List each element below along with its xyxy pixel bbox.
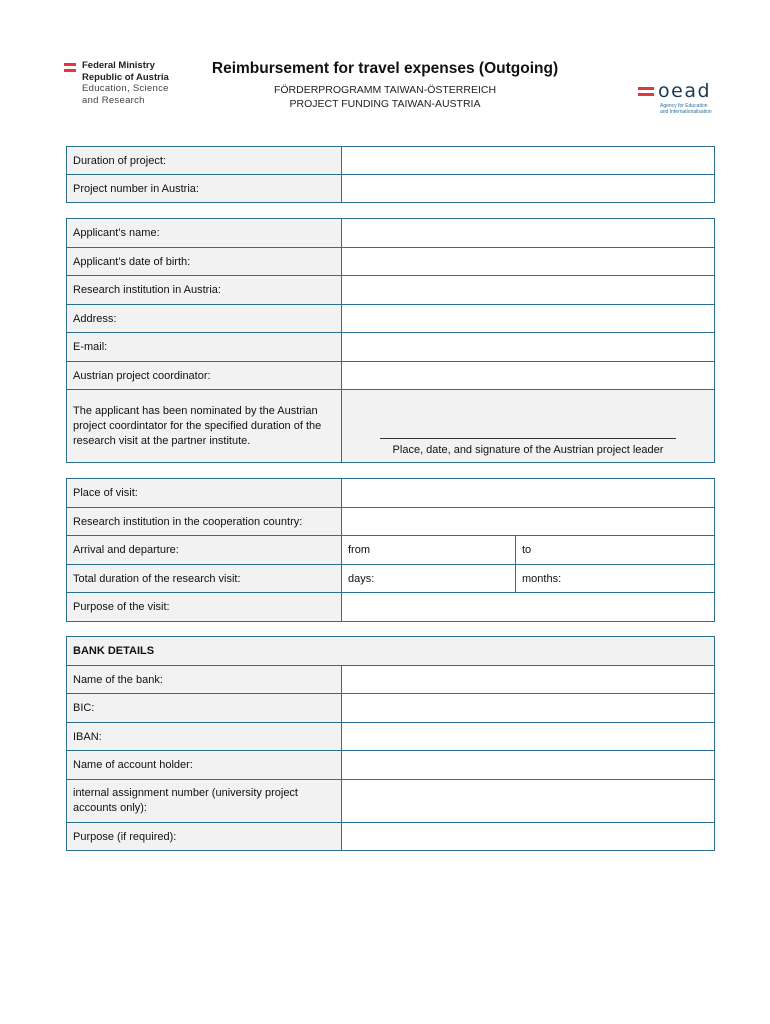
austria-flag-icon	[64, 63, 76, 106]
iban-field[interactable]	[342, 723, 715, 751]
project-duration-field[interactable]	[342, 147, 715, 175]
table-row	[67, 305, 715, 333]
ministry-line-1: Federal Ministry	[82, 60, 155, 71]
applicant-dob-label: Applicant’s date of birth:	[67, 248, 342, 276]
oead-wordmark: oead	[658, 80, 712, 102]
arrival-departure-label: Arrival and departure:	[67, 536, 342, 565]
document-subtitle-2: PROJECT FUNDING TAIWAN-AUSTRIA	[289, 98, 481, 110]
table-row	[67, 780, 715, 823]
account-holder-label: Name of account holder:	[67, 751, 342, 780]
months-label: months:	[522, 572, 562, 585]
bic-label: BIC:	[67, 694, 342, 723]
table-row	[67, 593, 715, 622]
assignment-number-label: internal assignment number (university project accounts only):	[67, 780, 342, 823]
oead-tagline-2: and Internationalisation	[660, 109, 712, 115]
table-row	[67, 536, 715, 565]
total-duration-label: Total duration of the research visit:	[67, 565, 342, 593]
oead-flag-icon	[638, 87, 654, 96]
institution-austria-field[interactable]	[342, 276, 715, 305]
duration-days-field[interactable]	[342, 565, 516, 593]
table-row	[67, 565, 715, 593]
institution-austria-label: Research institution in Austria:	[67, 276, 342, 305]
bic-field[interactable]	[342, 694, 715, 723]
ministry-line-3: Education, Science	[82, 83, 169, 94]
table-row	[67, 823, 715, 851]
payment-purpose-label: Purpose (if required):	[67, 823, 342, 851]
email-field[interactable]	[342, 333, 715, 362]
project-table	[66, 146, 715, 203]
oead-tagline-1: Agency for Education	[660, 103, 708, 109]
to-label: to	[522, 544, 532, 556]
table-row	[67, 147, 715, 175]
signature-caption: Place, date, and signature of the Austrian project leader	[392, 444, 664, 456]
oead-logo	[638, 82, 718, 115]
applicant-table	[66, 218, 715, 463]
ministry-logo	[64, 60, 169, 106]
bank-table	[66, 636, 715, 851]
document-header	[180, 60, 590, 111]
table-row	[67, 751, 715, 780]
applicant-dob-field[interactable]	[342, 248, 715, 276]
departure-to-field[interactable]	[516, 536, 715, 565]
table-row	[67, 666, 715, 694]
document-subtitle-1: FÖRDERPROGRAMM TAIWAN-ÖSTERREICH	[273, 84, 497, 96]
bank-details-heading: BANK DETAILS	[67, 637, 715, 666]
applicant-name-label: Applicant’s name:	[67, 219, 342, 248]
days-label: days:	[348, 572, 375, 585]
coordinator-field[interactable]	[342, 362, 715, 390]
table-row	[67, 362, 715, 390]
table-row	[67, 508, 715, 536]
ministry-name	[82, 60, 169, 106]
table-row	[67, 723, 715, 751]
address-label: Address:	[67, 305, 342, 333]
table-row	[67, 390, 715, 463]
email-label: E-mail:	[67, 333, 342, 362]
cooperation-institution-label: Research institution in the cooperation country:	[67, 508, 342, 536]
signature-field[interactable]	[342, 390, 715, 463]
bank-name-label: Name of the bank:	[67, 666, 342, 694]
project-duration-label: Duration of project:	[67, 147, 342, 175]
ministry-line-4: and Research	[82, 94, 145, 106]
account-holder-field[interactable]	[342, 751, 715, 780]
signature-line	[380, 438, 676, 439]
iban-label: IBAN:	[67, 723, 342, 751]
nomination-text: The applicant has been nominated by the Austrian project coordintator for the specified duration of the research visit at the partner institute.	[67, 390, 342, 463]
table-row	[67, 694, 715, 723]
cooperation-institution-field[interactable]	[342, 508, 715, 536]
table-row	[67, 276, 715, 305]
place-of-visit-label: Place of visit:	[67, 479, 342, 508]
coordinator-label: Austrian project coordinator:	[67, 362, 342, 390]
project-number-label: Project number in Austria:	[67, 175, 342, 203]
ministry-line-2: Republic of Austria	[82, 71, 169, 83]
applicant-name-field[interactable]	[342, 219, 715, 248]
duration-months-field[interactable]	[516, 565, 715, 593]
assignment-number-field[interactable]	[342, 780, 715, 823]
table-row	[67, 479, 715, 508]
document-title: Reimbursement for travel expenses (Outgoing)	[211, 60, 559, 77]
visit-table	[66, 478, 715, 622]
from-label: from	[348, 544, 370, 556]
visit-purpose-label: Purpose of the visit:	[67, 593, 342, 622]
project-number-field[interactable]	[342, 175, 715, 203]
place-of-visit-field[interactable]	[342, 479, 715, 508]
table-row	[67, 175, 715, 203]
table-row	[67, 333, 715, 362]
payment-purpose-field[interactable]	[342, 823, 715, 851]
table-row	[67, 219, 715, 248]
bank-name-field[interactable]	[342, 666, 715, 694]
address-field[interactable]	[342, 305, 715, 333]
arrival-from-field[interactable]	[342, 536, 516, 565]
table-row	[67, 637, 715, 666]
visit-purpose-field[interactable]	[342, 593, 715, 622]
table-row	[67, 248, 715, 276]
